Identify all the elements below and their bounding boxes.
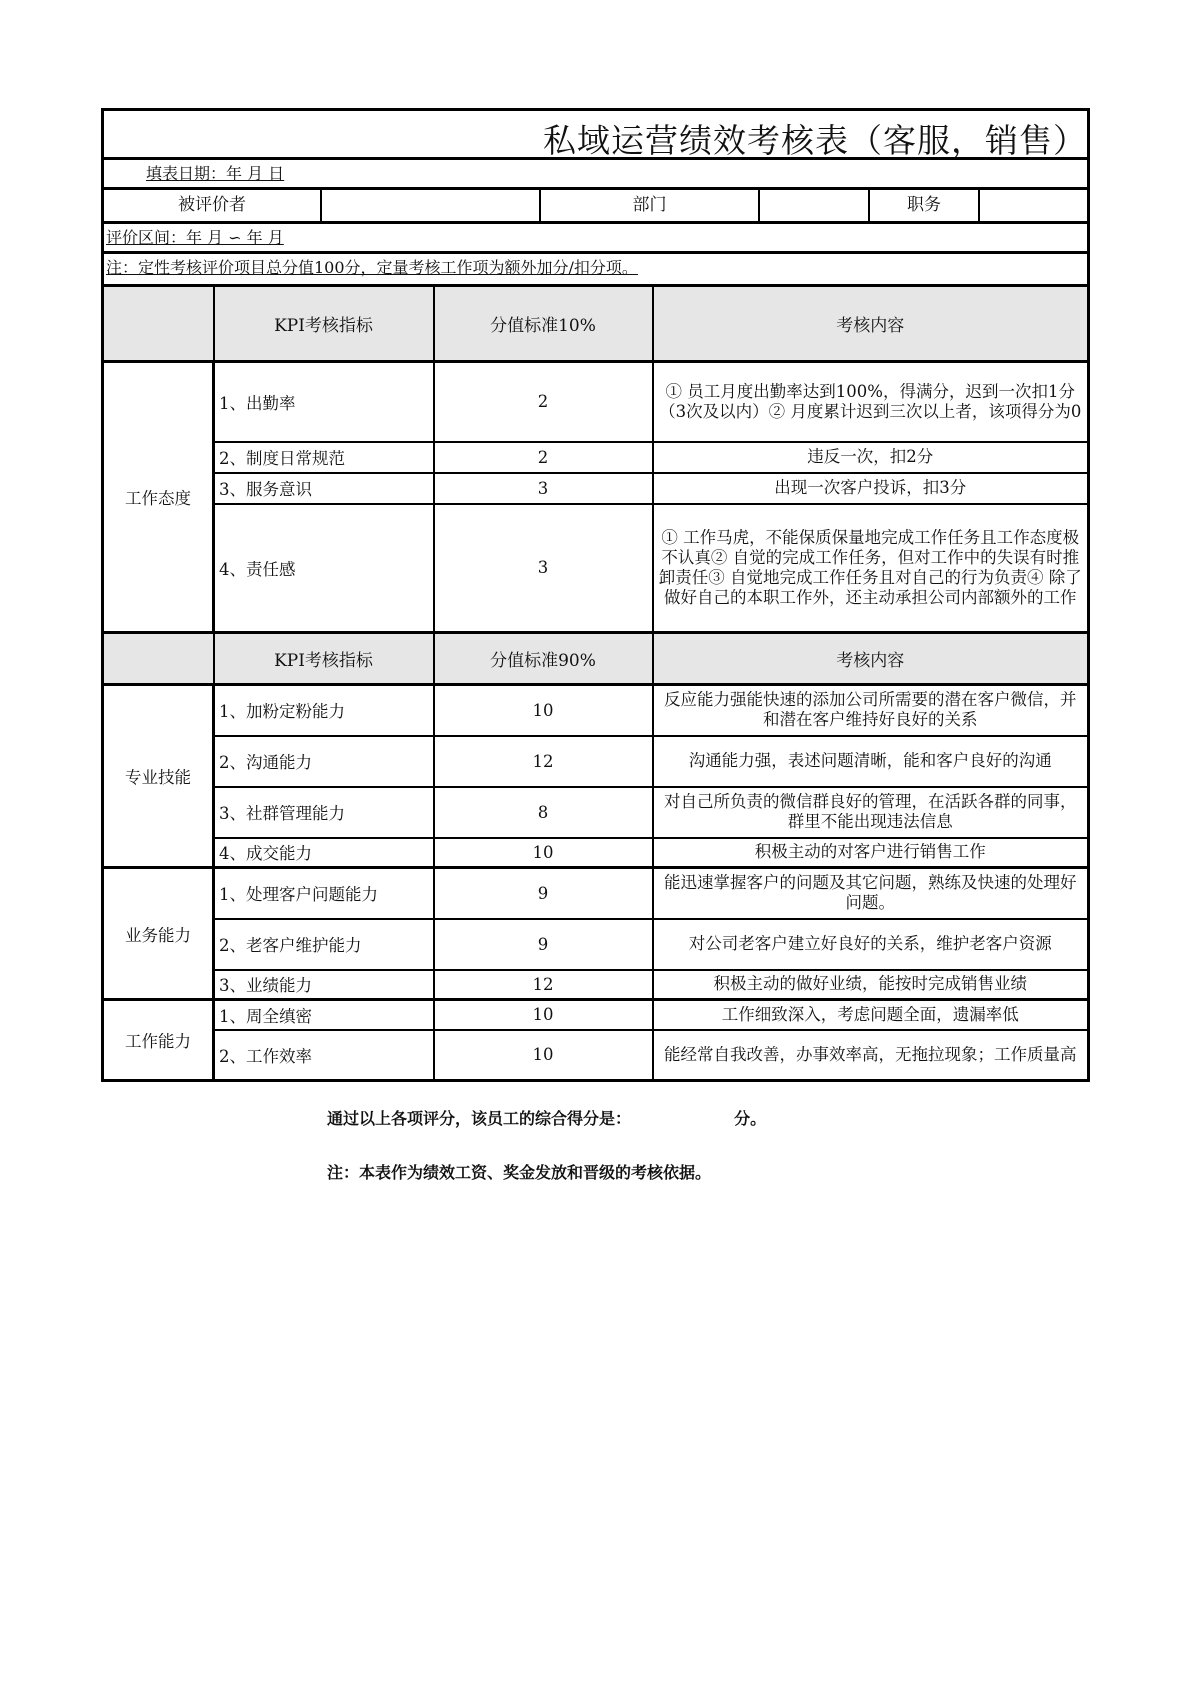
content-cell: ① 工作马虎，不能保质保量地完成工作任务且工作态度极不认真② 自觉的完成工作任务，但对工作中的失误有时推卸责任③ 自觉地完成工作任务且对自己的行为负责④ 除了做好自己的本职工作外，还主动承担公司内部额外的工作 <box>653 504 1089 633</box>
kpi-table <box>101 284 1090 1082</box>
kpi-cell: 4、责任感 <box>214 504 434 633</box>
evaluation-sheet <box>101 108 1090 1082</box>
note-top: 注：定性考核评价项目总分值100分，定量考核工作项为额外加分/扣分项。 <box>106 258 638 277</box>
score-cell: 8 <box>434 787 653 838</box>
score-cell: 2 <box>434 442 653 473</box>
score-cell: 9 <box>434 868 653 919</box>
table-row <box>103 1030 1089 1081</box>
header-kpi: KPI考核指标 <box>214 633 434 685</box>
header-category <box>103 633 214 685</box>
kpi-cell: 4、成交能力 <box>214 838 434 868</box>
department-field[interactable] <box>760 190 870 221</box>
kpi-cell: 3、服务意识 <box>214 473 434 504</box>
table-row <box>103 787 1089 838</box>
content-cell: 对公司老客户建立好良好的关系，维护老客户资源 <box>653 919 1089 970</box>
section1-header <box>103 286 1089 362</box>
header-content: 考核内容 <box>653 633 1089 685</box>
total-score-line <box>327 1106 766 1129</box>
table-row <box>103 919 1089 970</box>
content-cell: 违反一次，扣2分 <box>653 442 1089 473</box>
content-cell: 能迅速掌握客户的问题及其它问题，熟练及快速的处理好问题。 <box>653 868 1089 919</box>
score-cell: 10 <box>434 1000 653 1030</box>
category-cell: 专业技能 <box>103 685 214 868</box>
header-content: 考核内容 <box>653 286 1089 362</box>
title-row <box>101 108 1090 160</box>
kpi-cell: 1、处理客户问题能力 <box>214 868 434 919</box>
content-cell: 沟通能力强，表述问题清晰，能和客户良好的沟通 <box>653 736 1089 787</box>
score-cell: 9 <box>434 919 653 970</box>
header-score: 分值标准90% <box>434 633 653 685</box>
score-cell: 12 <box>434 970 653 1000</box>
table-row <box>103 685 1089 736</box>
kpi-cell: 3、社群管理能力 <box>214 787 434 838</box>
content-cell: 工作细致深入，考虑问题全面，遗漏率低 <box>653 1000 1089 1030</box>
evaluation-period: 评价区间：年 月 ∽ 年 月 <box>106 228 284 247</box>
score-cell: 2 <box>434 362 653 442</box>
note-row <box>101 254 1090 284</box>
header-score: 分值标准10% <box>434 286 653 362</box>
fill-date: 填表日期：年 月 日 <box>146 164 285 183</box>
content-cell: 对自己所负责的微信群良好的管理，在活跃各群的同事，群里不能出现违法信息 <box>653 787 1089 838</box>
header-category <box>103 286 214 362</box>
table-row <box>103 473 1089 504</box>
content-cell: ① 员工月度出勤率达到100%，得满分，迟到一次扣1分（3次及以内）② 月度累计迟到三次以上者，该项得分为0 <box>653 362 1089 442</box>
footer-note: 注：本表作为绩效工资、奖金发放和晋级的考核依据。 <box>327 1163 712 1182</box>
table-row <box>103 1000 1089 1030</box>
position-label: 职务 <box>870 190 980 221</box>
fill-date-row <box>101 160 1090 190</box>
score-cell: 12 <box>434 736 653 787</box>
content-cell: 能经常自我改善，办事效率高，无拖拉现象；工作质量高 <box>653 1030 1089 1081</box>
content-cell: 积极主动的做好业绩，能按时完成销售业绩 <box>653 970 1089 1000</box>
score-cell: 10 <box>434 685 653 736</box>
table-row <box>103 970 1089 1000</box>
total-score-suffix: 分。 <box>734 1109 767 1128</box>
content-cell: 反应能力强能快速的添加公司所需要的潜在客户微信，并和潜在客户维持好良好的关系 <box>653 685 1089 736</box>
table-row <box>103 504 1089 633</box>
kpi-cell: 1、出勤率 <box>214 362 434 442</box>
table-row <box>103 838 1089 868</box>
position-field[interactable] <box>980 190 1087 221</box>
table-row <box>103 442 1089 473</box>
info-row <box>101 190 1090 224</box>
content-cell: 积极主动的对客户进行销售工作 <box>653 838 1089 868</box>
kpi-cell: 2、沟通能力 <box>214 736 434 787</box>
page-title: 私域运营绩效考核表（客服，销售） <box>543 121 1087 160</box>
category-cell: 工作能力 <box>103 1000 214 1081</box>
score-cell: 3 <box>434 504 653 633</box>
score-cell: 10 <box>434 838 653 868</box>
category-cell: 工作态度 <box>103 362 214 633</box>
score-cell: 3 <box>434 473 653 504</box>
evaluatee-label: 被评价者 <box>104 190 322 221</box>
table-row <box>103 868 1089 919</box>
kpi-cell: 2、老客户维护能力 <box>214 919 434 970</box>
kpi-cell: 2、制度日常规范 <box>214 442 434 473</box>
kpi-cell: 1、加粉定粉能力 <box>214 685 434 736</box>
kpi-cell: 3、业绩能力 <box>214 970 434 1000</box>
kpi-cell: 2、工作效率 <box>214 1030 434 1081</box>
kpi-cell: 1、周全缜密 <box>214 1000 434 1030</box>
department-label: 部门 <box>541 190 760 221</box>
evaluatee-field[interactable] <box>322 190 541 221</box>
table-row <box>103 736 1089 787</box>
total-score-prefix: 通过以上各项评分，该员工的综合得分是： <box>327 1109 632 1128</box>
header-kpi: KPI考核指标 <box>214 286 434 362</box>
content-cell: 出现一次客户投诉，扣3分 <box>653 473 1089 504</box>
category-cell: 业务能力 <box>103 868 214 1000</box>
score-cell: 10 <box>434 1030 653 1081</box>
period-row <box>101 224 1090 254</box>
table-row <box>103 362 1089 442</box>
section2-header <box>103 633 1089 685</box>
